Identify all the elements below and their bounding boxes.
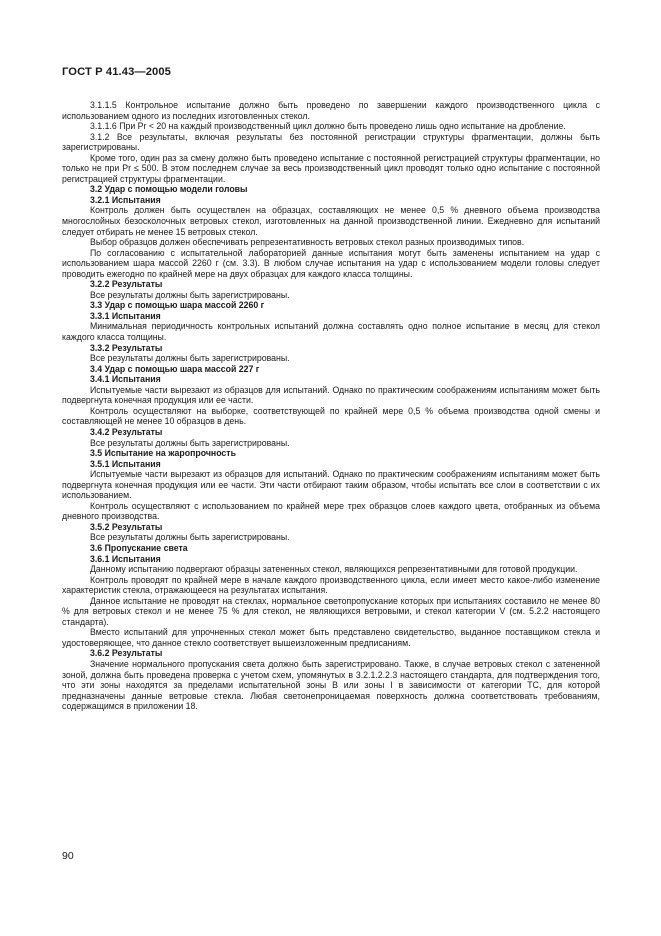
body-paragraph: Все результаты должны быть зарегистрированы.: [90, 437, 290, 448]
body-paragraph: Контроль осуществляют с использованием по крайней мере трех образцов слоев каждого цвета, отобранных из объема дневного производства.: [62, 500, 600, 522]
section-heading: 3.4.2 Результаты: [90, 426, 163, 437]
body-paragraph: Данному испытанию подвергают образцы затененных стекол, являющихся репрезентативными для готовой продукции.: [90, 564, 578, 575]
section-heading: 3.3 Удар с помощью шара массой 2260 г: [90, 300, 265, 311]
section-heading: 3.3.2 Результаты: [90, 342, 163, 353]
section-heading: 3.5 Испытание на жаропрочность: [90, 448, 236, 459]
section-heading: 3.2.2 Результаты: [90, 279, 163, 290]
body-paragraph: 3.1.2 Все результаты, включая результаты без постоянной регистрации структуры фрагментации, должны быть зарегистрированы.: [62, 131, 600, 153]
body-paragraph: Контроль должен быть осуществлен на образцах, составляющих не менее 0,5 % дневного объема производства многослойных безосколочных ветровых стекол, изготовленных на данной производственной линии. Ежедневно для испытаний следует отбирать не менее 15 ветровых стекол.: [62, 205, 600, 237]
body-paragraph: Все результаты должны быть зарегистрированы.: [90, 289, 290, 300]
body-paragraph: Испытуемые части вырезают из образцов для испытаний. Однако по практическим соображениям испытаниям может быть подвергнута конечная продукция или ее части. Эти части отбирают таким образом, чтобы испытать все слои в соответствии с их использованием.: [62, 469, 600, 501]
section-heading: 3.2 Удар с помощью модели головы: [90, 184, 248, 195]
body-paragraph: По согласованию с испытательной лабораторией данные испытания могут быть заменены испытанием на удар с использованием шара массой 2260 г (см. 3.3). В любом случае испытания на удар с использованием модели головы следует проводить ежегодно по крайней мере на двух образцах для каждого класса толщины.: [62, 247, 600, 279]
section-heading: 3.6.2 Результаты: [90, 648, 163, 659]
page-number: 90: [62, 850, 74, 862]
body-paragraph: 3.1.1.5 Контрольное испытание должно быть проведено по завершении каждого производственного цикла с использованием одного из последних изготовленных стекол.: [62, 100, 600, 121]
body-paragraph: Данное испытание не проводят на стеклах, нормальное светопропускание которых при испытаниях составило не менее 80 % для ветровых стекол и не менее 75 % для стекол, не являющихся ветровыми, и стекол категории V (см. 5.2.2 настоящего стандарта).: [62, 595, 600, 627]
body-paragraph: Все результаты должны быть зарегистрированы.: [90, 532, 290, 543]
body-paragraph: Вместо испытаний для упрочненных стекол может быть представлено свидетельство, выданное поставщиком стекла и удостоверяющее, что данное стекло соответствует вышеизложенным предписаниям.: [62, 627, 600, 648]
section-heading: 3.2.1 Испытания: [90, 194, 161, 205]
body-paragraph: Значение нормального пропускания света должно быть зарегистрировано. Также, в случае ветровых стекол с затененной зоной, должна быть проведена проверка с учетом схем, упомянутых в 3.2.1.2.2.3 настоящего стандарта, для подтверждения того, что эти зоны находятся за пределами испытательной зоны B или зоны I в зависимости от категории ТС, для которой предназначены данные ветровые стекла. Любая светонепроницаемая поверхность должна соответствовать требованиям, содержащимся в приложении 18.: [62, 658, 600, 712]
section-heading: 3.5.1 Испытания: [90, 458, 161, 469]
section-heading: 3.4 Удар с помощью шара массой 227 г: [90, 363, 260, 374]
section-heading: 3.6.1 Испытания: [90, 553, 161, 564]
body-paragraph: Испытуемые части вырезают из образцов для испытаний. Однако по практическим соображениям испытаниям может быть подвергнута конечная продукция или ее части.: [62, 384, 600, 406]
body-paragraph: Кроме того, один раз за смену должно быть проведено испытание с постоянной регистрацией структуры фрагментации, но только не при Pr ≤ 500. В этом последнем случае за весь производственный цикл проводят только одно испытание с постоянной регистрацией структуры фрагментации.: [62, 152, 600, 184]
body-paragraph: Контроль проводят по крайней мере в начале каждого производственного цикла, если имеет место какое-либо изменение характеристик стекла, отражающееся на результатах испытания.: [62, 574, 600, 596]
body-paragraph: Все результаты должны быть зарегистрированы.: [90, 353, 290, 364]
section-heading: 3.5.2 Результаты: [90, 521, 163, 532]
body-paragraph: 3.1.1.6 При Pr < 20 на каждый производственный цикл должно быть проведено лишь одно испытание на дробление.: [90, 121, 566, 132]
body-paragraph: Выбор образцов должен обеспечивать репрезентативность ветровых стекол разных производимых типов.: [90, 237, 525, 248]
document-header: ГОСТ Р 41.43—2005: [62, 66, 171, 78]
document-body: [62, 100, 600, 712]
section-heading: 3.4.1 Испытания: [90, 374, 161, 385]
section-heading: 3.6 Пропускание света: [90, 542, 188, 553]
body-paragraph: Минимальная периодичность контрольных испытаний должна составлять одно полное испытание в месяц для стекол каждого класса толщины.: [62, 321, 600, 343]
section-heading: 3.3.1 Испытания: [90, 310, 161, 321]
body-paragraph: Контроль осуществляют на выборке, соответствующей по крайней мере 0,5 % объема производства одной смены и составляющей не менее 10 образцов в день.: [62, 405, 600, 427]
